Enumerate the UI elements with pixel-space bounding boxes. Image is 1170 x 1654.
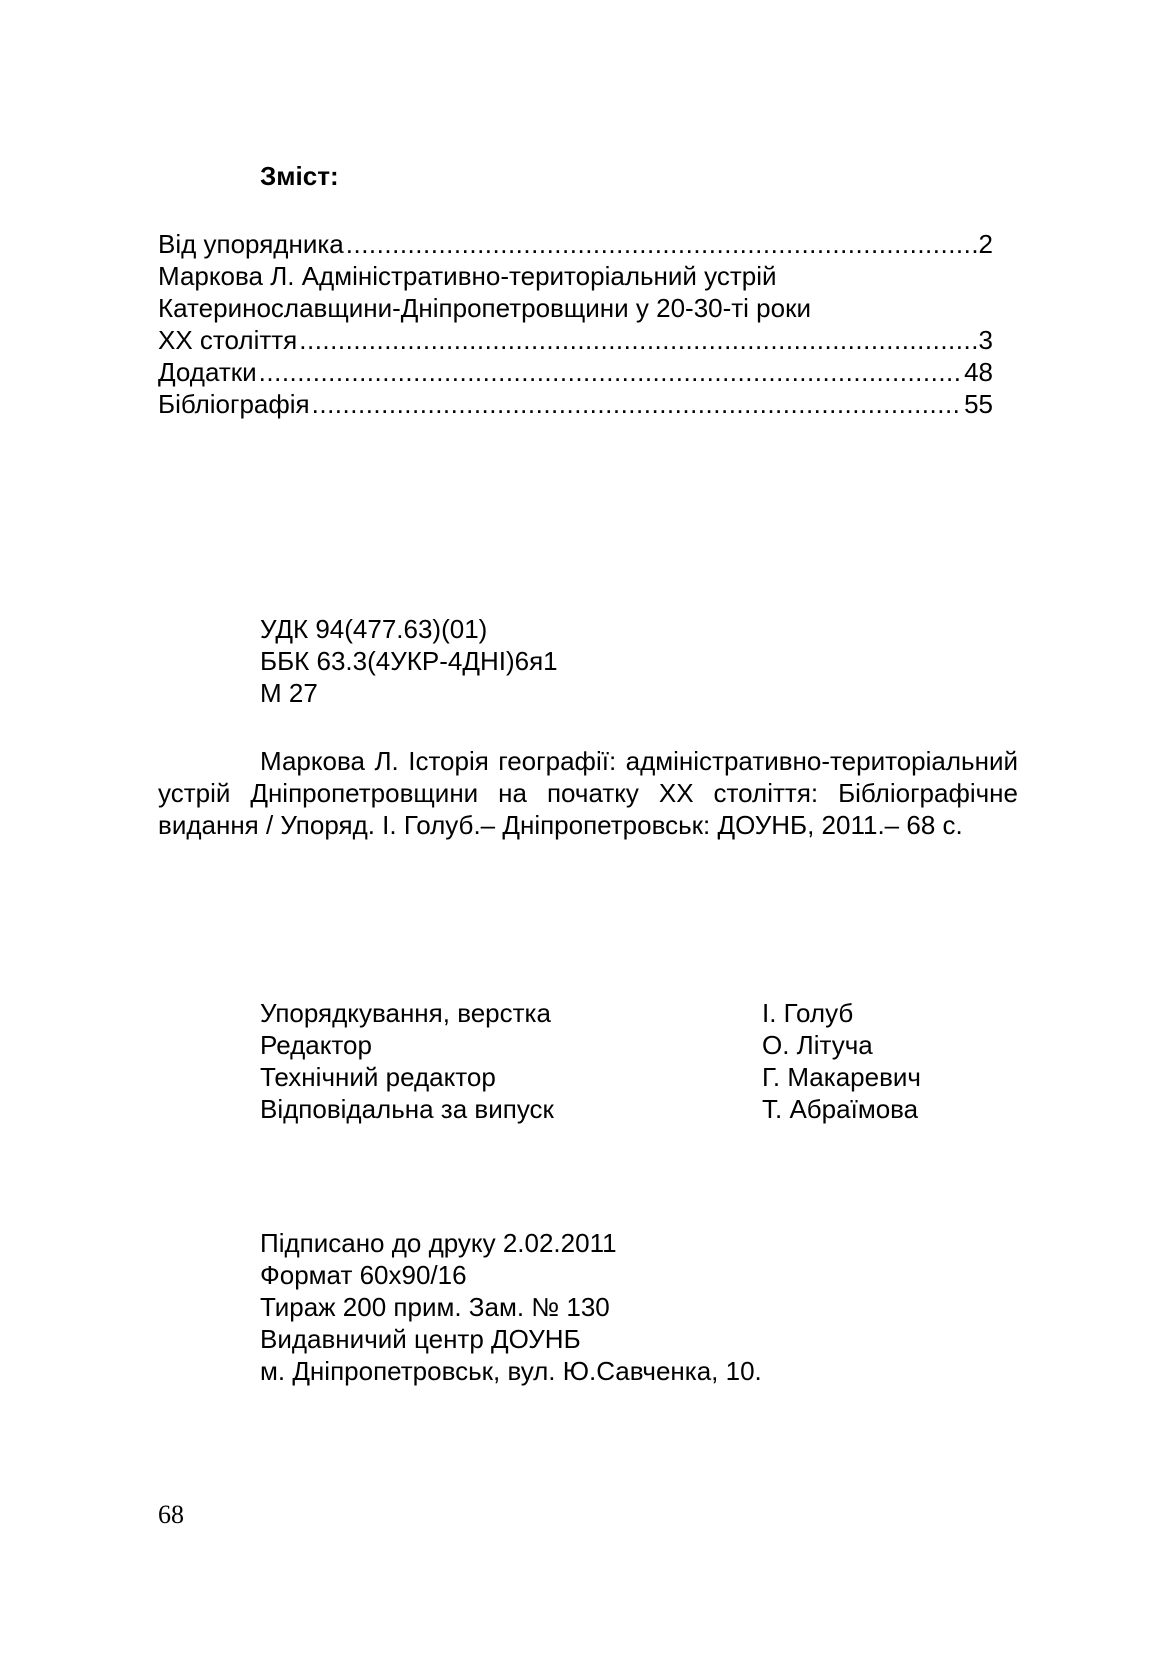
toc-entry [158, 228, 993, 260]
credit-name: О. Літуча [762, 1030, 873, 1060]
toc-leader-dots [346, 228, 977, 260]
credit-role: Технічний редактор [260, 1062, 496, 1092]
credit-name: Г. Макаревич [762, 1062, 921, 1092]
toc-entry-title: XX століття [158, 325, 298, 355]
toc-entry [158, 388, 993, 420]
page-number: 68 [158, 1500, 184, 1529]
imprint-print-run: Тираж 200 прим. Зам. № 130 [260, 1292, 610, 1322]
toc-entry-page: 55 [964, 389, 993, 419]
toc-leader-dots [299, 324, 976, 356]
credit-row [260, 1061, 960, 1093]
table-of-contents [158, 228, 993, 420]
credit-role: Редактор [260, 1030, 372, 1060]
toc-entry [158, 356, 993, 388]
imprint-publisher: Видавничий центр ДОУНБ [260, 1324, 581, 1354]
credits [260, 997, 960, 1125]
imprint-format: Формат 60x90/16 [260, 1260, 467, 1290]
credit-role: Упорядкування, верстка [260, 998, 551, 1028]
credit-row [260, 1093, 960, 1125]
imprint-address: м. Дніпропетровськ, вул. Ю.Савченка, 10. [260, 1356, 762, 1386]
toc-entry-title: Додатки [158, 357, 257, 387]
toc-entry-title-line: Катеринославщини-Дніпропетровщини у 20-30-ті роки [158, 293, 811, 323]
author-mark: М 27 [260, 678, 318, 708]
bbk-code: ББК 63.3(4УКР-4ДНІ)6я1 [260, 646, 558, 676]
credit-row [260, 1029, 960, 1061]
credit-row [260, 997, 960, 1029]
bibliographic-description: Маркова Л. Історія географії: адміністративно-територіальний устрій Дніпропетровщини на початку XX століття: Бібліографічне видання / Упоряд. І. Голуб.– Дніпропетровськ: ДОУНБ, 2011.– 68 с. [158, 746, 1018, 840]
udk-code: УДК 94(477.63)(01) [260, 614, 488, 644]
imprint-signed-date: Підписано до друку 2.02.2011 [260, 1228, 617, 1258]
toc-leader-dots [259, 356, 962, 388]
imprint [260, 1227, 762, 1387]
toc-entry-title-line: Маркова Л. Адміністративно-територіальний устрій [158, 261, 777, 291]
credit-name: І. Голуб [762, 998, 854, 1028]
bibliographic-description-block [158, 745, 1018, 841]
toc-entry-page: 3 [978, 325, 993, 355]
toc-heading: Зміст: [260, 161, 339, 191]
credit-name: Т. Абраїмова [762, 1094, 919, 1124]
toc-entry-title: Від упорядника [158, 229, 344, 259]
toc-entry-page: 2 [978, 229, 993, 259]
credit-role: Відповідальна за випуск [260, 1094, 554, 1124]
toc-entry-title: Бібліографія [158, 389, 310, 419]
toc-leader-dots [312, 388, 962, 420]
classification-codes [260, 613, 558, 709]
toc-entry-page: 48 [964, 357, 993, 387]
toc-entry [158, 324, 993, 356]
